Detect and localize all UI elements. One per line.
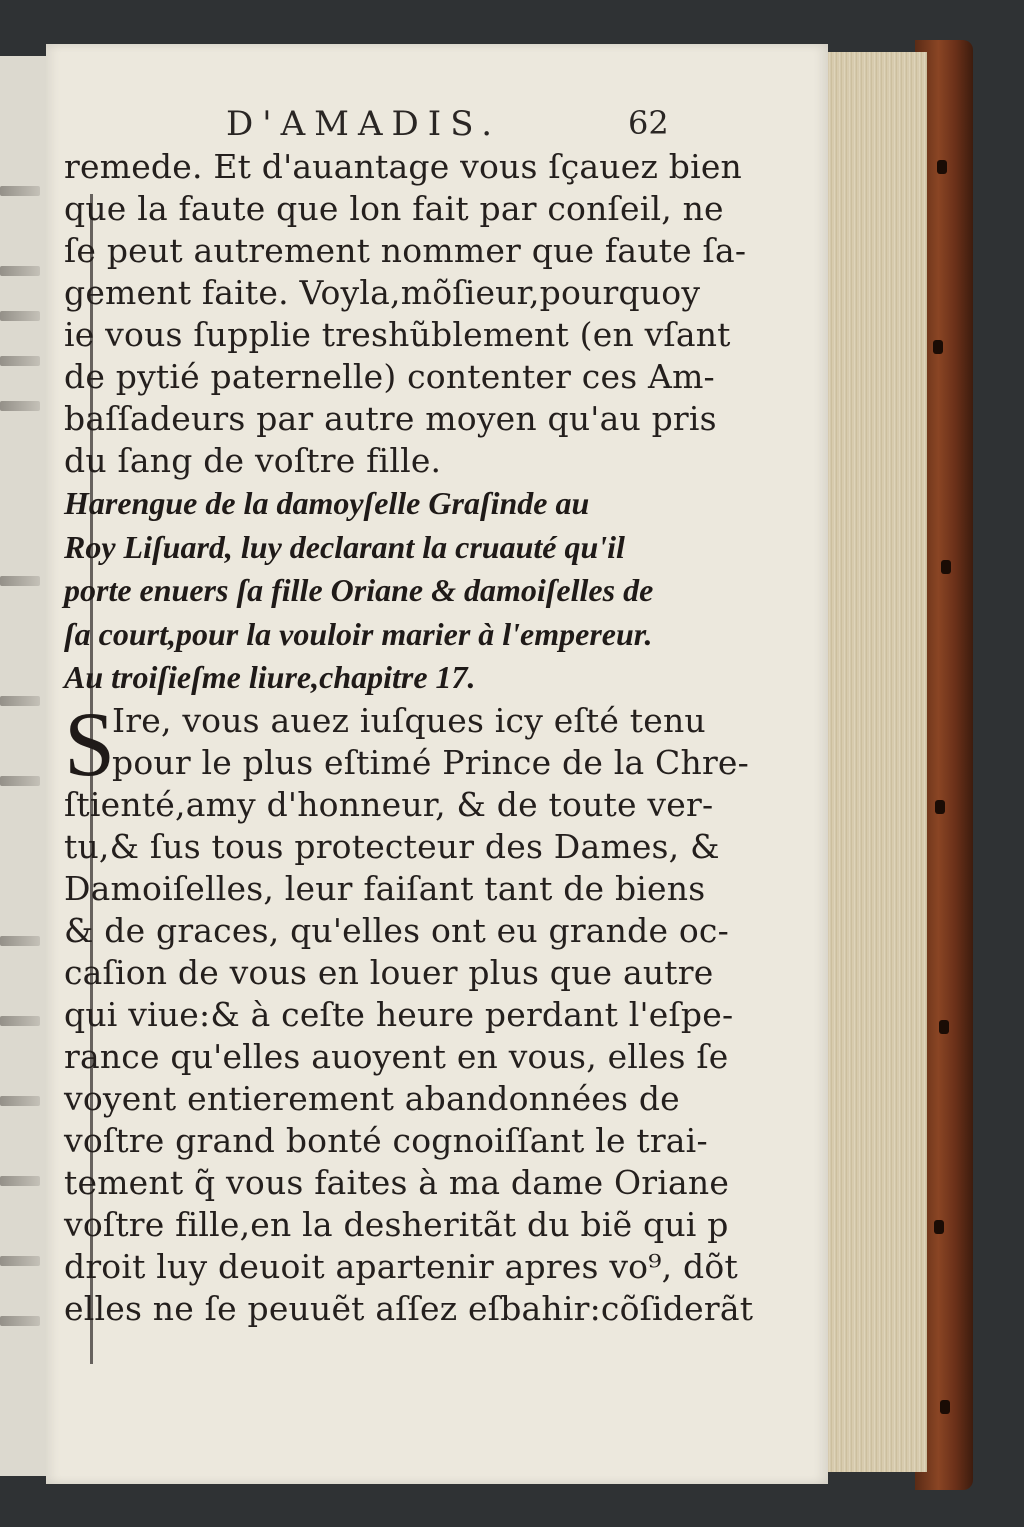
text-line: que la faute que lon fait par conſeil, ne [64,189,724,228]
bleed-text [0,576,40,586]
bleed-text [0,266,40,276]
text-line: du ſang de voſtre fille. [64,441,442,480]
bleed-text [0,311,40,321]
text-line: elles ne ſe peuuẽt aſſez eſbahir:cõſiderãt [64,1288,754,1328]
bleed-text [0,356,40,366]
running-head [46,104,828,144]
text-line: remede. Et d'auantage vous ſçauez bien [64,147,743,186]
cover-fleck [933,340,943,354]
bleed-text [0,1316,40,1326]
chapter-reference: Au troiſieſme liure,chapitre 17. [64,659,476,695]
drop-cap-lines [112,700,749,784]
cover-fleck [934,1220,944,1234]
page-edges [822,52,927,1472]
cover-fleck [941,560,951,574]
cover-fleck [937,160,947,174]
text-line: droit luy deuoit apartenir apres vo⁹, dõt [64,1246,738,1286]
text-line: caſion de vous en louer plus que autre [64,952,714,992]
running-title: D'AMADIS. [226,104,502,144]
bleed-text [0,1176,40,1186]
drop-cap-paragraph [64,692,750,795]
cover-fleck [935,800,945,814]
bleed-text [0,1256,40,1266]
bleed-text [0,936,40,946]
text-line: ſe peut autrement nommer que faute ſa- [64,231,747,270]
text-line: baſſadeurs par autre moyen qu'au pris [64,399,717,438]
text-line: voſtre fille,en la desheritãt du biẽ qui p [64,1204,729,1244]
text-line: qui viue:& à ceſte heure perdant l'eſpe- [64,994,734,1034]
text-line: tu,& ſus tous protecteur des Dames, & [64,826,720,866]
cover-fleck [940,1400,950,1414]
drop-cap: S [64,692,116,795]
text-line: voyent entierement abandonnées de [64,1078,680,1118]
text-line: ſtienté,amy d'honneur, & de toute ver- [64,784,714,824]
bleed-text [0,401,40,411]
text-line: gement faite. Voyla,mõſieur,pourquoy [64,273,701,312]
bleed-text [0,776,40,786]
cover-fleck [939,1020,949,1034]
text-line: rance qu'elles auoyent en vous, elles ſe [64,1036,729,1076]
chapter-heading-line: Harengue de la damoyſelle Graſinde au [64,485,590,521]
text-line: ie vous ſupplie treshũblement (en vſant [64,315,731,354]
chapter-heading-line: porte enuers ſa fille Oriane & damoiſelles de [64,572,654,608]
text-block [64,146,754,1330]
chapter-heading-line: Roy Liſuard, luy declarant la cruauté qu'il [64,528,625,565]
text-line: & de graces, qu'elles ont eu grande oc- [64,910,729,950]
bleed-text [0,696,40,706]
bleed-text [0,186,40,196]
text-line: tement q̃ vous faites à ma dame Oriane [64,1162,730,1202]
text-line: pour le plus eſtimé Prince de la Chre- [112,742,750,782]
book-page [46,44,828,1484]
text-line: Damoiſelles, leur faiſant tant de biens [64,868,706,908]
bleed-text [0,1096,40,1106]
text-line: voſtre grand bonté cognoiſſant le trai- [64,1120,708,1160]
text-line: Ire, vous auez iuſques icy eſté tenu [112,700,706,740]
text-line: de pytié paternelle) contenter ces Am- [64,357,715,396]
chapter-heading-line: ſa court,pour la vouloir marier à l'empereur. [64,615,653,652]
bleed-text [0,1016,40,1026]
page-number: 62 [628,104,669,142]
